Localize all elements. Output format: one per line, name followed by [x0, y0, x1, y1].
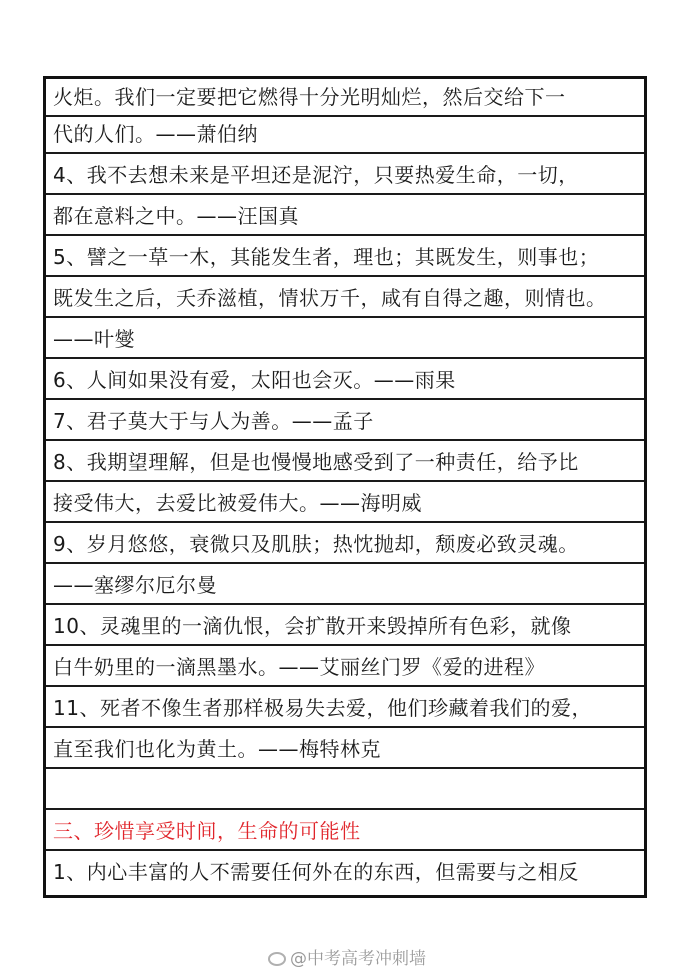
text-line: 1、内心丰富的人不需要任何外在的东西，但需要与之相反: [53, 860, 579, 884]
text-line: 11、死者不像生者那样极易失去爱，他们珍藏着我们的爱，: [46, 690, 644, 728]
text-line: ——叶燮: [46, 321, 644, 359]
text-line: 既发生之后，夭乔滋植，情状万千，咸有自得之趣，则情也。: [46, 280, 644, 318]
blank-line: [46, 772, 644, 810]
watermark-text: @中考高考冲刺墙: [290, 949, 426, 969]
text-line: 都在意料之中。——汪国真: [46, 198, 644, 236]
text-line: 7、君子莫大于与人为善。——孟子: [46, 403, 644, 441]
text-line: 代的人们。——萧伯纳: [46, 116, 644, 154]
section-heading: 三、珍惜享受时间，生命的可能性: [46, 813, 644, 851]
text-line: 接受伟大，去爱比被爱伟大。——海明威: [46, 485, 644, 523]
text-line: 10、灵魂里的一滴仇恨，会扩散开来毁掉所有色彩，就像: [46, 608, 644, 646]
text-line: 直至我们也化为黄土。——梅特林克: [46, 731, 644, 769]
notebook-sheet: [43, 76, 647, 898]
text-line: 8、我期望理解，但是也慢慢地感受到了一种责任，给予比: [46, 444, 644, 482]
text-line: 5、譬之一草一木，其能发生者，理也；其既发生，则事也；: [46, 239, 644, 277]
watermark: [268, 944, 426, 969]
text-line: 9、岁月悠悠，衰微只及肌肤；热忱抛却，颓废必致灵魂。: [46, 526, 644, 564]
text-line: 白牛奶里的一滴黑墨水。——艾丽丝门罗《爱的进程》: [46, 649, 644, 687]
weibo-logo-icon: [268, 952, 286, 966]
text-line: ——塞缪尔厄尔曼: [46, 567, 644, 605]
text-line: 6、人间如果没有爱，太阳也会灭。——雨果: [46, 362, 644, 400]
text-line: 4、我不去想未来是平坦还是泥泞，只要热爱生命，一切，: [46, 157, 644, 195]
text-line: 火炬。我们一定要把它燃得十分光明灿烂，然后交给下一: [46, 79, 644, 117]
